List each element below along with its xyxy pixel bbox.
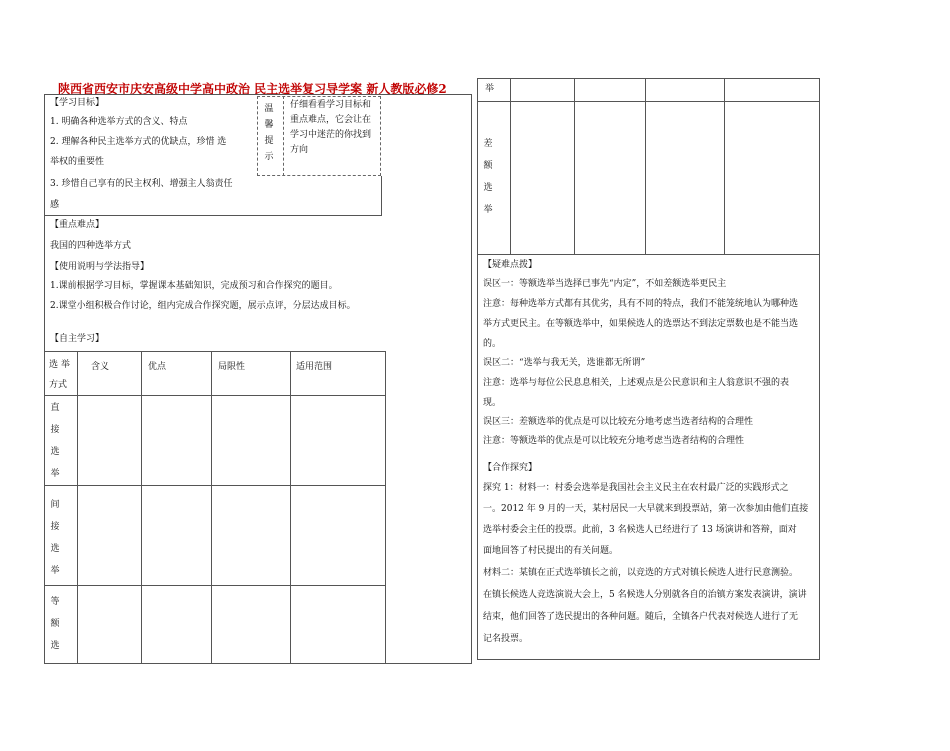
page-title: 陕西省西安市庆安高级中学高中政治 民主选举复习导学案 新人教版必修2	[58, 82, 447, 96]
doubt-header: 【疑难点拨】	[483, 260, 538, 270]
usage-line: 2.课堂小组积极合作讨论，组内完成合作探究题，展示点评，分层达成目标。	[50, 301, 356, 311]
usage-line: 1.课前根据学习目标，掌握课本基础知识，完成预习和合作探究的题目。	[50, 281, 338, 291]
key-header: 【重点难点】	[50, 220, 105, 230]
table-row-label-equal: 等 额 选	[50, 597, 60, 651]
usage-header: 【使用说明与学法指导】	[50, 262, 150, 272]
tip-label: 温 馨 提 示	[264, 104, 274, 162]
table-head-scope: 适用范围	[296, 362, 333, 372]
coop-section: 探究 1：材料一：村委会选举是我国社会主义民主在农村最广泛的实践形式之 一。2012 年 9 月的一天，某村居民一大早就来到投票站，第一次参加由他们直接 选举村委会主任的投票。此前，3 名候选人已经进行了 13 场演讲和答辩，面对 面地回答了村民提出的有关问题。 材料二：某镇在正式选举镇长之前，以竞选的方式对镇长候选人进行民意测验。 在镇长候选人竞选演说大会上，5 名候选人分别就各自的治镇方案发表演讲，演讲 结束，他们回答了选民提出的各种问题。随后，全镇各户代表对候选人进行了无 记名投票。	[483, 483, 809, 644]
key-text: 我国的四种选举方式	[50, 241, 132, 251]
self-study-header: 【自主学习】	[50, 334, 105, 344]
table-row-label-indirect: 间 接 选 举	[50, 500, 60, 576]
table-head-method: 选 举 方式	[49, 360, 70, 390]
table-row-label-competitive: 差 额 选 举	[483, 139, 493, 215]
table-head-limits: 局限性	[218, 362, 246, 372]
goal-line: 举权的重要性	[50, 157, 105, 167]
table-row-tail: 举	[485, 84, 495, 94]
goal-line: 1. 明确各种选举方式的含义、特点	[50, 117, 188, 127]
table-row-label-direct: 直 接 选 举	[50, 403, 60, 479]
tip-text: 仔细看看学习目标和 重点难点，它会让在 学习中迷茫的你找到 方向	[290, 100, 372, 155]
goal-line: 3. 珍惜自己享有的民主权利、增强主人翁责任	[50, 179, 233, 189]
goals-header: 【学习目标】	[50, 98, 105, 108]
goal-line: 2. 理解各种民主选举方式的优缺点，珍惜 选	[50, 137, 227, 147]
goal-line: 感	[50, 200, 60, 210]
table-head-merits: 优点	[148, 362, 167, 372]
doubt-section: 误区一：等额选举当选择已事先“内定”，不如差额选举更民主 注意：每种选举方式都有其优劣，具有不同的特点，我们不能笼统地认为哪种选 举方式更民主。在等额选举中，如果候选人的选票达不到法定票数也是不能当选 的。 误区二：“选举与我无关，选谁都无所谓” 注意：选举与每位公民息息相关，上述观点是公民意识和主人翁意识不强的表 现。 误区三：差额选举的优点是可以比较充分地考虑当选者结构的合理性 注意：等额选举的优点是可以比较充分地考虑当选者结构的合理性	[483, 279, 799, 446]
coop-header: 【合作探究】	[483, 463, 538, 473]
table-head-meaning: 含义	[91, 362, 110, 372]
